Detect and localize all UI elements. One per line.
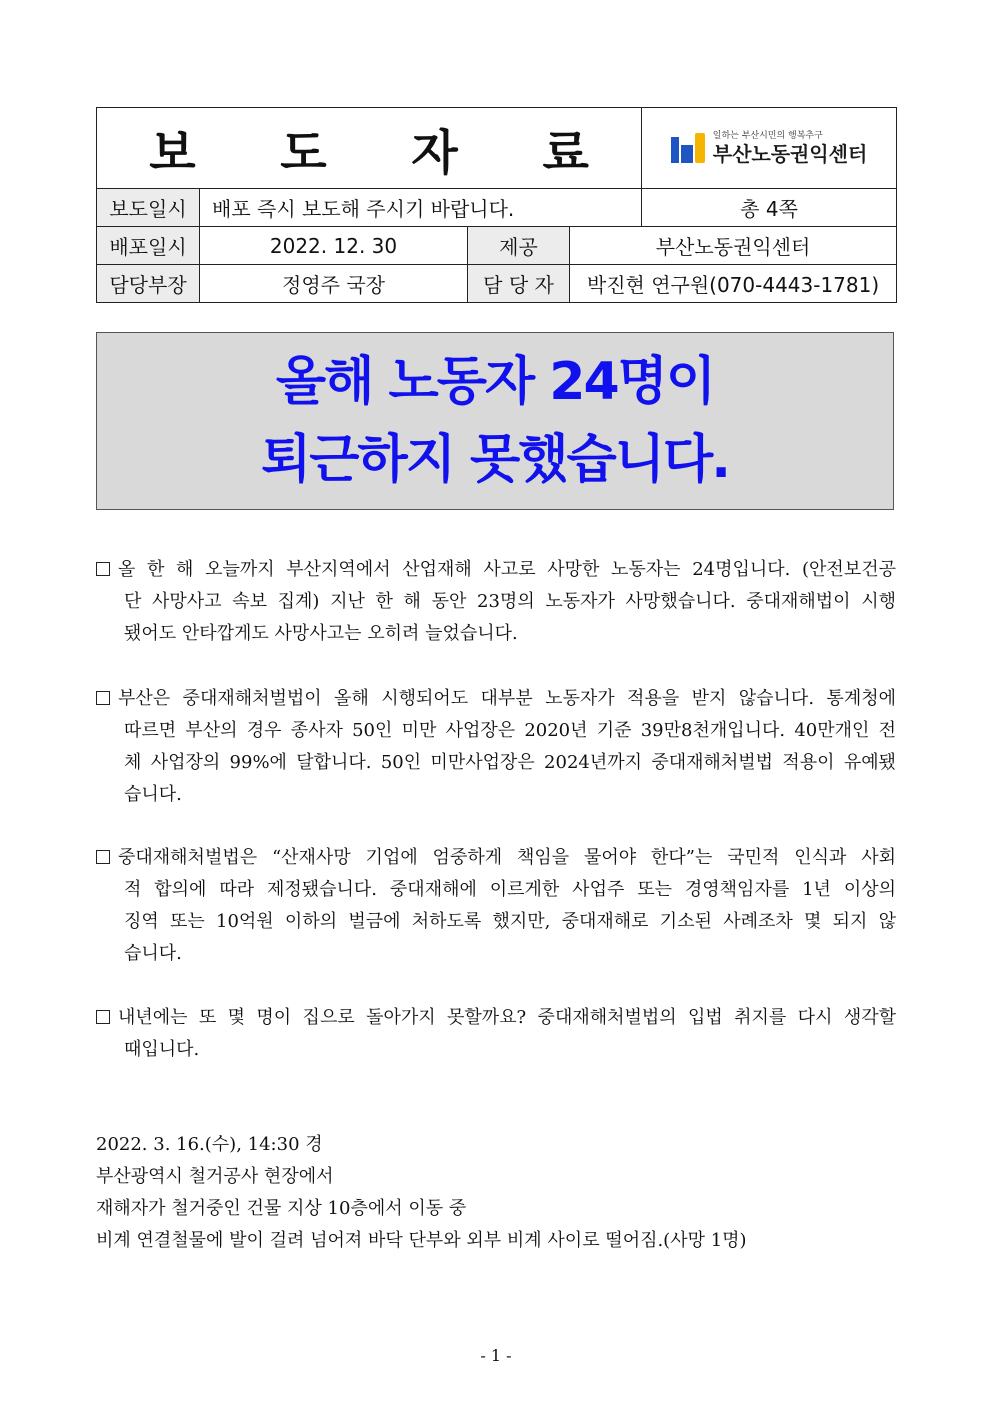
contact-label: 담 당 자 [468, 265, 570, 303]
paragraph-2 [96, 683, 896, 811]
paragraph-4 [96, 1002, 896, 1066]
paragraph-3 [96, 842, 896, 970]
headline-box [96, 332, 894, 510]
paragraph-line: 징역 또는 10억원 이하의 벌금에 처하도록 했지만, 중대재해로 기소된 사례조차 몇 되지 않 [124, 911, 896, 932]
headline-line-2: 퇴근하지 못했습니다. [261, 430, 729, 490]
paragraph-line: 내년에는 또 몇 명이 집으로 돌아가지 못할까요? 중대재해처벌법의 입법 취지를 다시 생각할 [118, 1007, 896, 1028]
logo-tagline: 일하는 부산시민의 행복추구 [712, 131, 823, 141]
provider-value: 부산노동권익센터 [570, 227, 897, 265]
page-number: - 1 - [480, 1346, 512, 1365]
paragraph-line: 단 사망사고 속보 집계) 지난 한 해 동안 23명의 노동자가 사망했습니다. 중대재해법이 시행 [124, 591, 896, 612]
checkbox-bullet-icon [96, 562, 110, 576]
paragraph-line: 습니다. [124, 784, 182, 805]
paragraph-line: 습니다. [124, 943, 182, 964]
manager-value: 정영주 국장 [200, 265, 468, 303]
manager-label: 담당부장 [97, 265, 200, 303]
paragraph-line: 때입니다. [124, 1039, 200, 1060]
checkbox-bullet-icon [96, 691, 110, 705]
paragraph-line: 따르면 부산의 경우 종사자 50인 미만 사업장은 2020년 기준 39만8천개입니다. 40만개인 전 [124, 720, 896, 741]
report-date-label: 보도일시 [97, 189, 200, 227]
incident-description: 재해자가 철거중인 건물 지상 10층에서 이동 중 [96, 1198, 467, 1219]
incident-date: 2022. 3. 16.(수), 14:30 경 [96, 1134, 323, 1155]
paragraph-line: 올 한 해 오늘까지 부산지역에서 산업재해 사고로 사망한 노동자는 24명입니다. (안전보건공 [118, 559, 896, 580]
provider-label: 제공 [468, 227, 570, 265]
paragraph-line: 체 사업장의 99%에 달합니다. 50인 미만사업장은 2024년까지 중대재해처벌법 적용이 유예됐 [124, 752, 896, 773]
paragraph-line: 적 합의에 따라 제정됐습니다. 중대재해에 이르게한 사업주 또는 경영책임자를 1년 이상의 [124, 879, 896, 900]
paragraph-line: 됐어도 안타깝게도 사망사고는 오히려 늘었습니다. [124, 623, 518, 644]
organization-logo [642, 132, 896, 164]
press-header-table [96, 107, 897, 303]
headline-line-1: 올해 노동자 24명이 [275, 352, 715, 412]
checkbox-bullet-icon [96, 1010, 110, 1024]
dist-date-label: 배포일시 [97, 227, 200, 265]
paragraph-line: 부산은 중대재해처벌법이 올해 시행되어도 대부분 노동자가 적용을 받지 않습니다. 통계청에 [118, 688, 896, 709]
incident-result: 비계 연결철물에 발이 걸려 넘어져 바닥 단부와 외부 비계 사이로 떨어짐.(사망 1명) [96, 1230, 747, 1251]
paragraph-1 [96, 554, 896, 650]
report-date-value: 배포 즉시 보도해 주시기 바랍니다. [200, 189, 642, 227]
dist-date-value: 2022. 12. 30 [200, 227, 468, 265]
contact-value: 박진현 연구원(070-4443-1781) [570, 265, 897, 303]
total-pages: 총 4쪽 [642, 189, 897, 227]
incident-location: 부산광역시 철거공사 현장에서 [96, 1166, 334, 1187]
logo-cell [642, 108, 897, 189]
paragraph-line: 중대재해처벌법은 “산재사망 기업에 엄중하게 책임을 물어야 한다”는 국민적 인식과 사회 [118, 847, 896, 868]
logo-name: 부산노동권익센터 [712, 142, 868, 166]
logo-mark-icon [671, 133, 705, 163]
document-title: 보 도 자 료 [97, 108, 642, 189]
checkbox-bullet-icon [96, 850, 110, 864]
